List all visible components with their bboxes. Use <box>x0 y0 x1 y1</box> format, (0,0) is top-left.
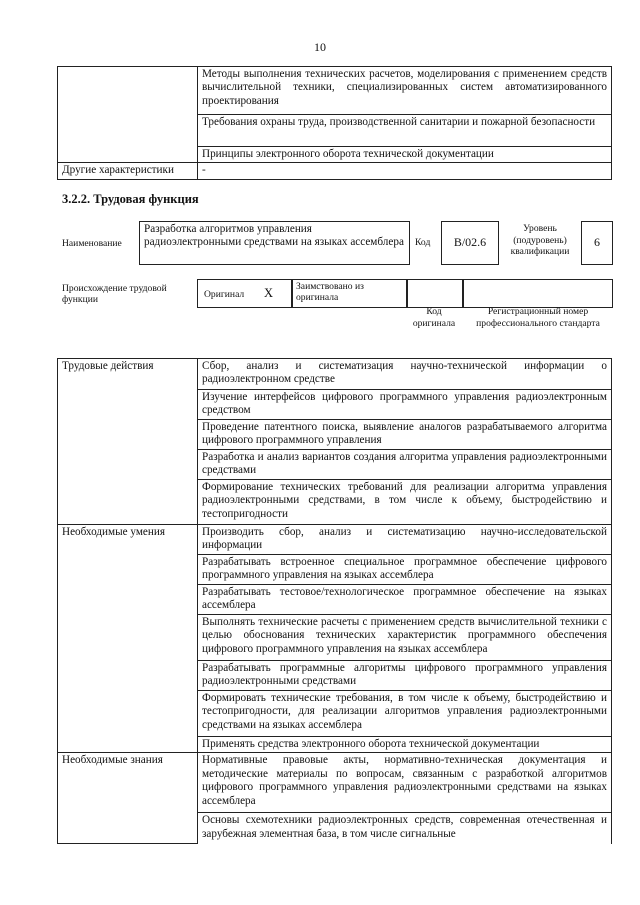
table-cell: Разрабатывать программные алгоритмы цифрового программного управления радиоэлектронными средствами <box>198 661 612 691</box>
code-box <box>441 221 499 265</box>
main-function-table <box>57 358 612 844</box>
table-cell: Выполнять технические расчеты с применением средств вычислительной техники с целью обоснования технических характеристик программного обеспечения цифрового программного управления на языках ассемблера <box>198 615 612 661</box>
code-label: Код <box>415 237 431 248</box>
row-label <box>58 115 198 147</box>
code-original-box <box>406 279 464 308</box>
table-cell: Разрабатывать встроенное специальное программное обеспечение цифрового программного управления на языках ассемблера <box>198 555 612 585</box>
table-cell: Основы схемотехники радиоэлектронных средств, современная отечественная и зарубежная элементная база, в том числе сигнальные <box>198 813 612 844</box>
row-text: Принципы электронного оборота технической документации <box>198 147 612 163</box>
origin-label: Происхождение трудовой функции <box>62 283 167 305</box>
section-title: 3.2.2. Трудовая функция <box>62 192 199 206</box>
table-row <box>58 359 612 390</box>
table-cell: Производить сбор, анализ и систематизацию научно-исследовательской информации <box>198 525 612 555</box>
original-mark: Х <box>264 286 274 300</box>
level-box <box>581 221 613 265</box>
table-cell: Сбор, анализ и систематизация научно-технической информации о радиоэлектронном средстве <box>198 359 612 390</box>
group-label-skills: Необходимые умения <box>58 525 198 753</box>
row-text: - <box>198 163 612 179</box>
row-label: Другие характеристики <box>58 163 198 179</box>
page-number: 10 <box>314 40 326 54</box>
group-label-knowledge: Необходимые знания <box>58 753 198 844</box>
row-label <box>58 67 198 115</box>
reg-number-box <box>462 279 613 308</box>
level-label: Уровень (подуровень) квалификации <box>510 223 570 257</box>
table-cell: Нормативные правовые акты, нормативно-техническая документация и методические материалы по вопросам, связанным с разработкой алгоритмов цифрового программного управления радиоэлектронными средствами на языках ассемблера <box>198 753 612 813</box>
function-name-value: Разработка алгоритмов управления радиоэлектронными средствами на языках ассемблера <box>144 223 404 249</box>
table-cell: Формирование технических требований для реализации алгоритма управления радиоэлектронными средствами, в том числе к объему, быстродействию и тестопригодности <box>198 480 612 525</box>
original-label: Оригинал <box>204 289 245 300</box>
table-row <box>58 147 612 163</box>
row-text: Методы выполнения технических расчетов, моделирования с применением средств вычислительной техники, специализированных систем автоматизированного проектирования <box>198 67 612 115</box>
table-cell: Формировать технические требования, в том числе к объему, быстродействию и тестопригодности, для реализации алгоритмов управления радиоэлектронными средствами на языках ассемблера <box>198 691 612 737</box>
function-name-box <box>139 221 410 265</box>
table-cell: Разработка и анализ вариантов создания алгоритма управления радиоэлектронными средствами <box>198 450 612 480</box>
table-row <box>58 115 612 147</box>
borrowed-label: Заимствовано из оригинала <box>296 281 364 303</box>
table-cell: Изучение интерфейсов цифрового программного управления радиоэлектронным средством <box>198 390 612 420</box>
table-row <box>58 67 612 115</box>
table-cell: Проведение патентного поиска, выявление аналогов разрабатываемого алгоритма цифрового программного управления <box>198 420 612 450</box>
top-characteristics-table <box>57 66 612 180</box>
table-cell: Разрабатывать тестовое/технологическое программное обеспечение на языках ассемблера <box>198 585 612 615</box>
table-row <box>58 163 612 179</box>
code-value: В/02.6 <box>453 235 487 249</box>
reg-number-label: Регистрационный номер профессионального стандарта <box>476 306 600 329</box>
level-value: 6 <box>594 235 600 249</box>
row-label <box>58 147 198 163</box>
table-cell: Применять средства электронного оборота технической документации <box>198 737 612 753</box>
table-row <box>58 525 612 555</box>
group-label-actions: Трудовые действия <box>58 359 198 525</box>
origin-original-box <box>197 279 293 308</box>
table-row <box>58 753 612 813</box>
row-text: Требования охраны труда, производственной санитарии и пожарной безопасности <box>198 115 612 147</box>
origin-borrowed-box <box>291 279 408 308</box>
code-original-label: Код оригинала <box>412 306 456 329</box>
name-label: Наименование <box>62 238 122 249</box>
